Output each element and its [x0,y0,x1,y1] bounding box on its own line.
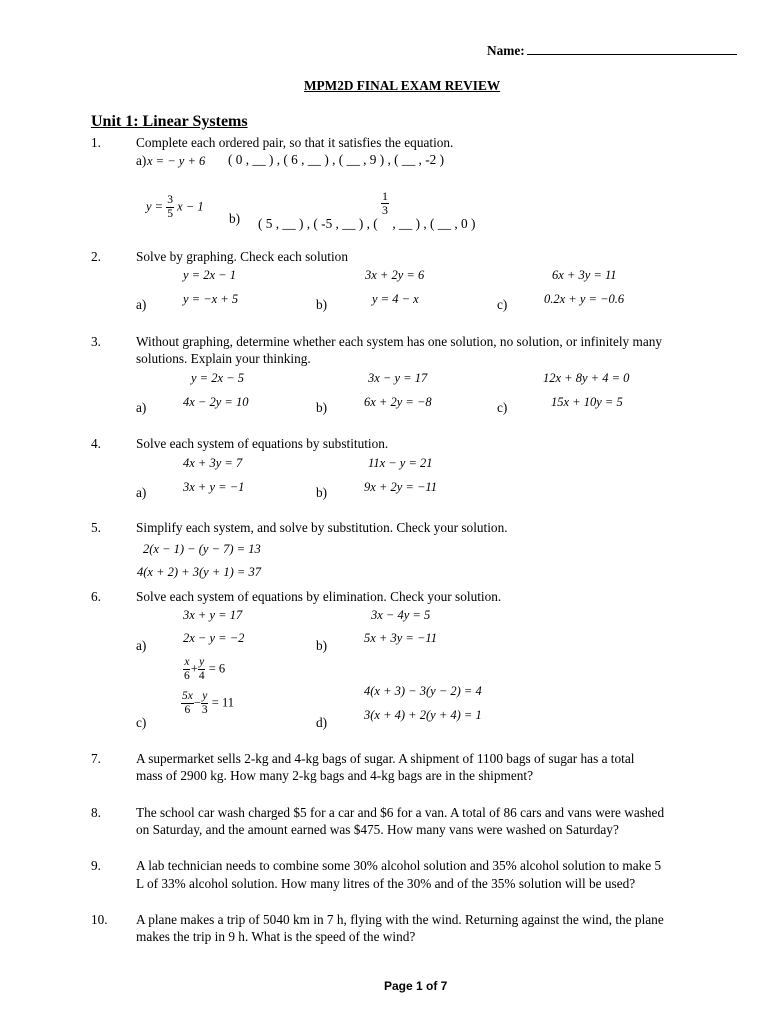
q7-line2: mass of 2900 kg. How many 2-kg bags and 4-kg bags are in the shipment? [136,768,533,783]
q7-number: 7. [91,751,101,766]
q6a-label: a) [136,638,147,653]
q6b-eq2: 5x + 3y = −11 [364,631,437,645]
q6c-eq2: $\frac{5x}{6}$ − $\frac{y}{3}$ = 11 [182,690,235,716]
q4b-label: b) [316,485,328,500]
q6a-eq1: 3x + y = 17 [183,608,243,622]
q6a-eq2: 2x − y = −2 [183,631,245,645]
q2-text: Solve by graphing. Check each solution [136,249,348,264]
q4b-eq2: 9x + 2y = −11 [364,480,437,494]
q5-eq2: 4(x + 2) + 3(y + 1) = 37 [137,565,261,579]
q2a-eq2: y = −x + 5 [183,292,239,306]
q8-line1: The school car wash charged $5 for a car and $6 for a van. A total of 86 cars and vans were washed [136,805,665,820]
q2b-label: b) [316,297,328,312]
q9-number: 9. [91,858,101,873]
q6-text: Solve each system of equations by elimination. Check your solution. [136,589,502,604]
q5-number: 5. [91,520,101,535]
q6c-eq1: $\frac{x}{6}$ + $\frac{y}{4}$ = 6 [184,656,226,682]
q1b-pairs: ( 5 , __ ) , ( -5 , __ ) , ( $\frac{1}{3}$ , __ ) , ( __ , 0 ) [258,189,476,231]
q10-line2: makes the trip in 9 h. What is the speed of the wind? [136,929,416,944]
q9-line1: A lab technician needs to combine some 30% alcohol solution and 35% alcohol solution to make 5 [136,858,662,873]
q1-text: Complete each ordered pair, so that it satisfies the equation. [136,135,454,150]
q6d-eq2: 3(x + 4) + 2(y + 4) = 1 [364,708,482,722]
q3a-label: a) [136,400,147,415]
q6d-eq1: 4(x + 3) − 3(y − 2) = 4 [364,684,482,698]
name-field [487,42,737,59]
q8-line2: on Saturday, and the amount earned was $475. How many vans were washed on Saturday? [136,822,619,837]
q3b-eq2: 6x + 2y = −8 [364,395,432,409]
name-line [527,42,737,55]
q1b-equation: y = $\frac{3}{5}$ x − 1 [146,194,204,220]
q2c-label: c) [497,297,508,312]
q10-line1: A plane makes a trip of 5040 km in 7 h, flying with the wind. Returning against the wind, the plane [136,912,664,927]
q2b-eq1: 3x + 2y = 6 [365,268,425,282]
q5-eq1: 2(x − 1) − (y − 7) = 13 [143,542,261,556]
q4-text: Solve each system of equations by substitution. [136,436,389,451]
q3a-eq1: y = 2x − 5 [191,371,244,385]
q1a-pairs: ( 0 , __ ) , ( 6 , __ ) , ( __ , 9 ) , ( __ , -2 ) [228,152,445,167]
q1a-label: a) [136,153,147,168]
q3c-eq2: 15x + 10y = 5 [551,395,623,409]
unit-title: Unit 1: Linear Systems [91,113,248,130]
q7-line1: A supermarket sells 2-kg and 4-kg bags of sugar. A shipment of 1100 bags of sugar has a total [136,751,635,766]
q2a-eq1: y = 2x − 1 [183,268,236,282]
q1-number: 1. [91,135,101,150]
q6b-label: b) [316,638,328,653]
q3a-eq2: 4x − 2y = 10 [183,395,249,409]
page-number: Page 1 of 7 [384,979,448,993]
q3-number: 3. [91,334,101,349]
q9-line2: L of 33% alcohol solution. How many litres of the 30% and of the 35% solution will be used? [136,876,636,891]
q3b-eq1: 3x − y = 17 [368,371,428,385]
q3c-eq1: 12x + 8y + 4 = 0 [543,371,630,385]
q2a-label: a) [136,297,147,312]
q5-text: Simplify each system, and solve by substitution. Check your solution. [136,520,508,535]
q6b-eq1: 3x − 4y = 5 [371,608,431,622]
page-title: MPM2D FINAL EXAM REVIEW [304,78,501,93]
q1a-equation: x = − y + 6 [147,154,206,168]
q3-text-line2: solutions. Explain your thinking. [136,351,311,366]
q1b-label: b) [229,211,241,226]
q4a-eq1: 4x + 3y = 7 [183,456,243,470]
q2b-eq2: y = 4 − x [372,292,419,306]
q2c-eq2: 0.2x + y = −0.6 [544,292,625,306]
q6d-label: d) [316,715,328,730]
name-label: Name: [487,43,525,58]
q3b-label: b) [316,400,328,415]
q2c-eq1: 6x + 3y = 11 [552,268,617,282]
q10-number: 10. [91,912,108,927]
q3-text-line1: Without graphing, determine whether each system has one solution, no solution, or infinitely many [136,334,663,349]
q4a-eq2: 3x + y = −1 [183,480,245,494]
q3c-label: c) [497,400,508,415]
q6c-label: c) [136,715,147,730]
q4a-label: a) [136,485,147,500]
q2-number: 2. [91,249,101,264]
q4-number: 4. [91,436,101,451]
q4b-eq1: 11x − y = 21 [368,456,433,470]
q8-number: 8. [91,805,101,820]
q6-number: 6. [91,589,101,604]
